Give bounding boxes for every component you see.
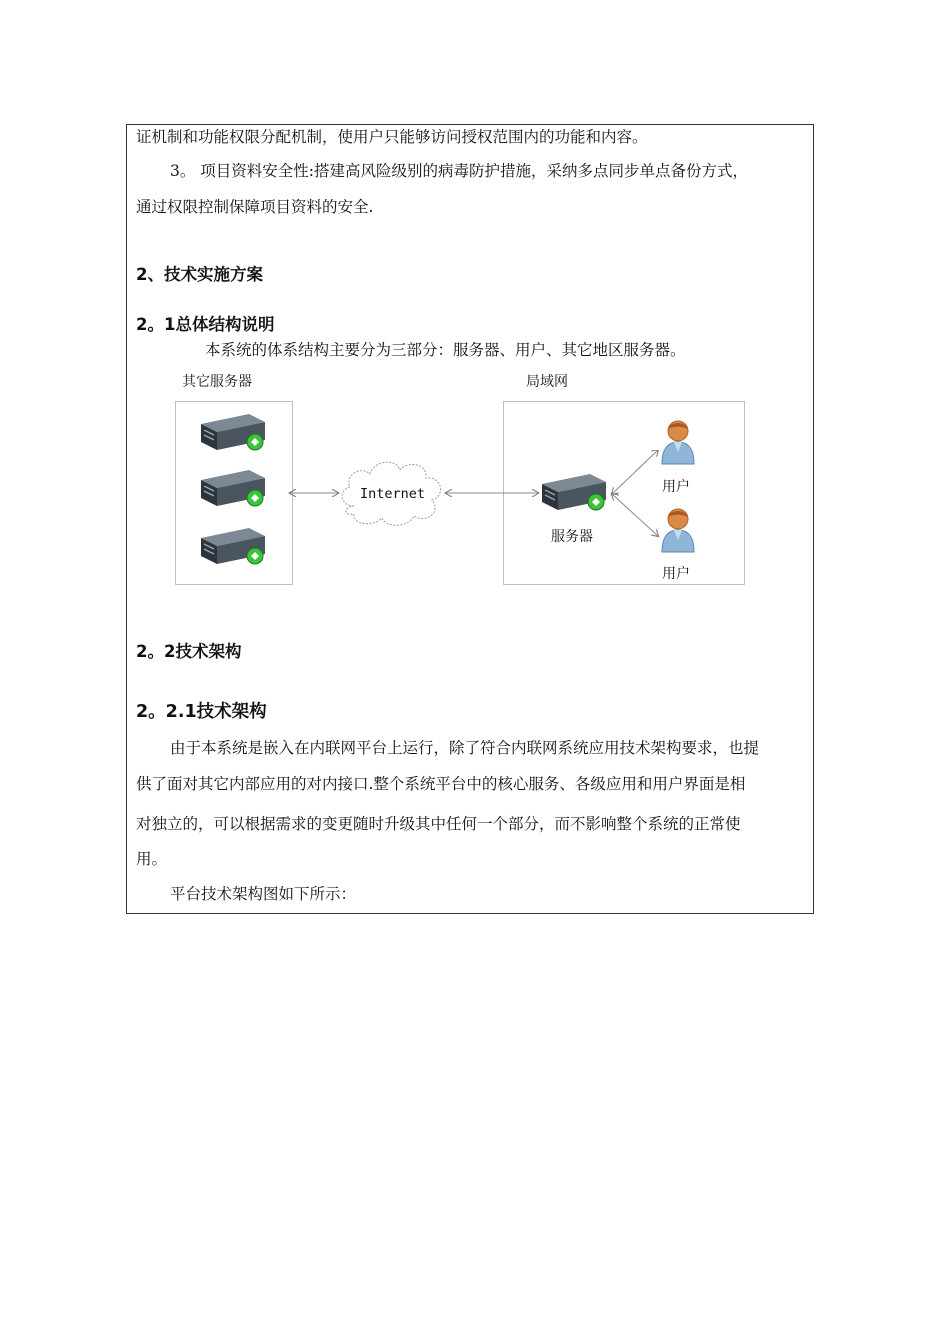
section-intro: 本系统的体系结构主要分为三部分：服务器、用户、其它地区服务器。 (205, 341, 686, 359)
section-heading: 2。1总体结构说明 (136, 315, 275, 334)
paragraph-line: 由于本系统是嵌入在内联网平台上运行，除了符合内联网系统应用技术架构要求，也提 (170, 739, 760, 757)
server-icon (197, 466, 269, 512)
server-icon (197, 410, 269, 456)
section-heading: 2、技术实施方案 (136, 265, 263, 284)
left-group-label: 其它服务器 (182, 374, 252, 390)
paragraph-line: 3。 项目资料安全性:搭建高风险级别的病毒防护措施，采纳多点同步单点备份方式， (170, 162, 749, 180)
server-icon (197, 524, 269, 570)
user-label: 用户 (662, 566, 690, 582)
paragraph-line: 平台技术架构图如下所示： (170, 885, 357, 903)
paragraph-line: 通过权限控制保障项目资料的安全. (136, 198, 374, 216)
section-heading: 2。2.1技术架构 (136, 702, 267, 722)
paragraph-line: 供了面对其它内部应用的对内接口.整个系统平台中的核心服务、各级应用和用户界面是相 (136, 775, 746, 793)
user-icon (658, 506, 698, 554)
paragraph-line: 证机制和功能权限分配机制，使用户只能够访问授权范围内的功能和内容。 (136, 128, 648, 146)
user-icon (658, 418, 698, 466)
server-label: 服务器 (551, 529, 593, 545)
right-group-label: 局域网 (526, 374, 568, 390)
section-heading: 2。2技术架构 (136, 642, 242, 661)
paragraph-line: 对独立的，可以根据需求的变更随时升级其中任何一个部分，而不影响整个系统的正常使 (136, 815, 741, 833)
internet-label: Internet (360, 486, 426, 502)
paragraph-line: 用。 (136, 850, 168, 868)
server-icon (538, 470, 610, 516)
user-label: 用户 (662, 479, 690, 495)
